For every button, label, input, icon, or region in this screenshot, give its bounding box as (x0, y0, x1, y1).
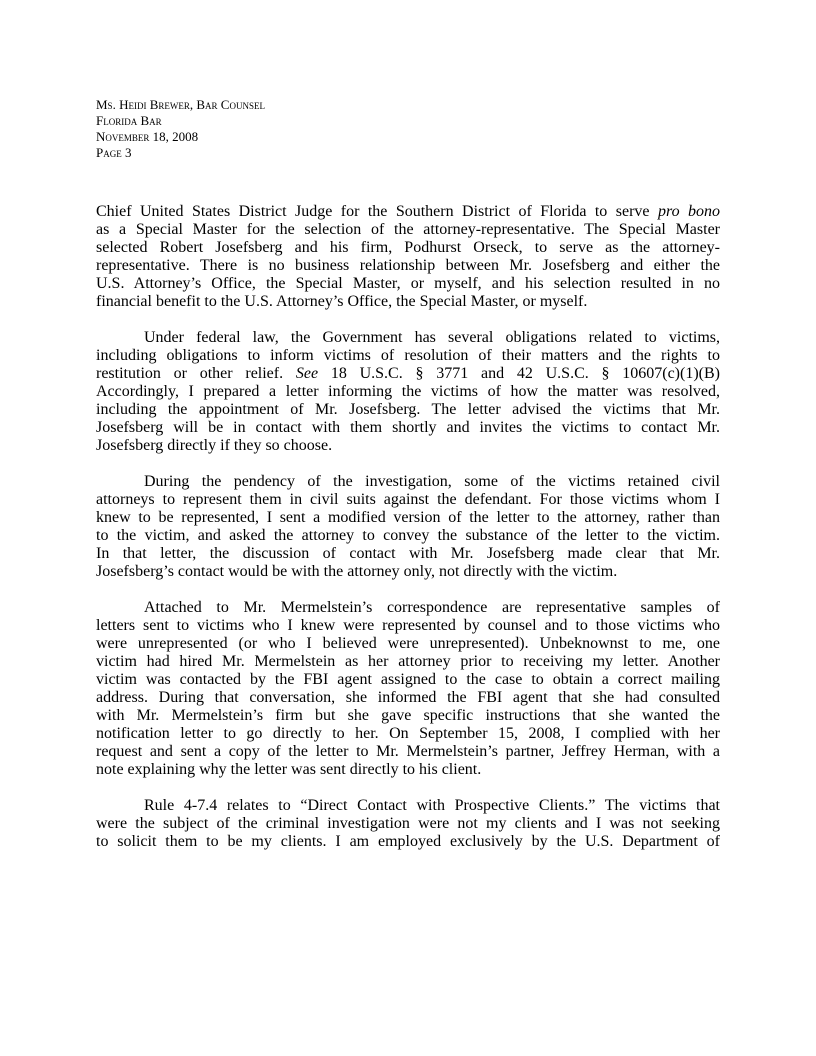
text-line: attorneys to represent them in civil suits against the defendant. For those victims whom I (96, 491, 720, 508)
date-line: November 18, 2008 (96, 129, 199, 144)
text-line: Accordingly, I prepared a letter informing the victims of how the matter was resolved, (96, 383, 720, 400)
text-line: to solicit them to be my clients. I am employed exclusively by the U.S. Department of (96, 833, 720, 850)
text-line: with Mr. Mermelstein’s firm but she gave specific instructions that she wanted the (96, 707, 720, 724)
text-line: Chief United States District Judge for the Southern District of Florida to serve pro bono (96, 203, 720, 220)
text-line: were unrepresented (or who I believed were unrepresented). Unbeknownst to me, one (96, 635, 720, 652)
recipient-line: Ms. Heidi Brewer, Bar Counsel (96, 97, 265, 112)
text-line: letters sent to victims who I knew were represented by counsel and to those victims who (96, 617, 720, 634)
text-line: as a Special Master for the selection of the attorney-representative. The Special Master (96, 221, 720, 238)
text-line: financial benefit to the U.S. Attorney’s Office, the Special Master, or myself. (96, 293, 588, 310)
text-line: victim had hired Mr. Mermelstein as her attorney prior to receiving my letter. Another (96, 653, 720, 670)
text-line: representative. There is no business relationship between Mr. Josefsberg and either the (96, 257, 720, 274)
text-line: were the subject of the criminal investigation were not my clients and I was not seeking (96, 815, 720, 832)
text-line: knew to be represented, I sent a modified version of the letter to the attorney, rather than (96, 509, 720, 526)
letter-header (96, 97, 265, 161)
text-line: Josefsberg will be in contact with them shortly and invites the victims to contact Mr. (96, 419, 720, 436)
text-line: notification letter to go directly to her. On September 15, 2008, I complied with her (96, 725, 720, 742)
paragraph (96, 203, 720, 311)
organization-line: Florida Bar (96, 113, 162, 128)
page-number-line: Page 3 (96, 145, 132, 160)
text-line: victim was contacted by the FBI agent assigned to the case to obtain a correct mailing (96, 671, 720, 688)
text-line: U.S. Attorney’s Office, the Special Master, or myself, and his selection resulted in no (96, 275, 720, 292)
text-line: note explaining why the letter was sent directly to his client. (96, 761, 482, 778)
text-line: Under federal law, the Government has several obligations related to victims, (144, 329, 720, 346)
text-line: During the pendency of the investigation, some of the victims retained civil (144, 473, 720, 490)
text-line: including the appointment of Mr. Josefsberg. The letter advised the victims that Mr. (96, 401, 720, 418)
paragraph (96, 797, 720, 851)
text-line: In that letter, the discussion of contact with Mr. Josefsberg made clear that Mr. (96, 545, 720, 562)
text-line: Rule 4-7.4 relates to “Direct Contact with Prospective Clients.” The victims that (144, 797, 720, 814)
text-line: Attached to Mr. Mermelstein’s correspondence are representative samples of (144, 599, 720, 616)
paragraph (96, 473, 720, 581)
text-line: restitution or other relief. See 18 U.S.C. § 3771 and 42 U.S.C. § 10607(c)(1)(B) (96, 365, 720, 382)
text-line: to the victim, and asked the attorney to convey the substance of the letter to the victim. (96, 527, 720, 544)
text-line: address. During that conversation, she informed the FBI agent that she had consulted (96, 689, 720, 706)
paragraph (96, 599, 720, 779)
text-line: request and sent a copy of the letter to Mr. Mermelstein’s partner, Jeffrey Herman, with a (96, 743, 720, 760)
paragraph (96, 329, 720, 455)
letter-body (96, 203, 720, 869)
text-line: including obligations to inform victims of resolution of their matters and the rights to (96, 347, 720, 364)
text-line: Josefsberg’s contact would be with the attorney only, not directly with the victim. (96, 563, 618, 580)
text-line: selected Robert Josefsberg and his firm, Podhurst Orseck, to serve as the attorney- (96, 239, 720, 256)
text-line: Josefsberg directly if they so choose. (96, 437, 333, 454)
